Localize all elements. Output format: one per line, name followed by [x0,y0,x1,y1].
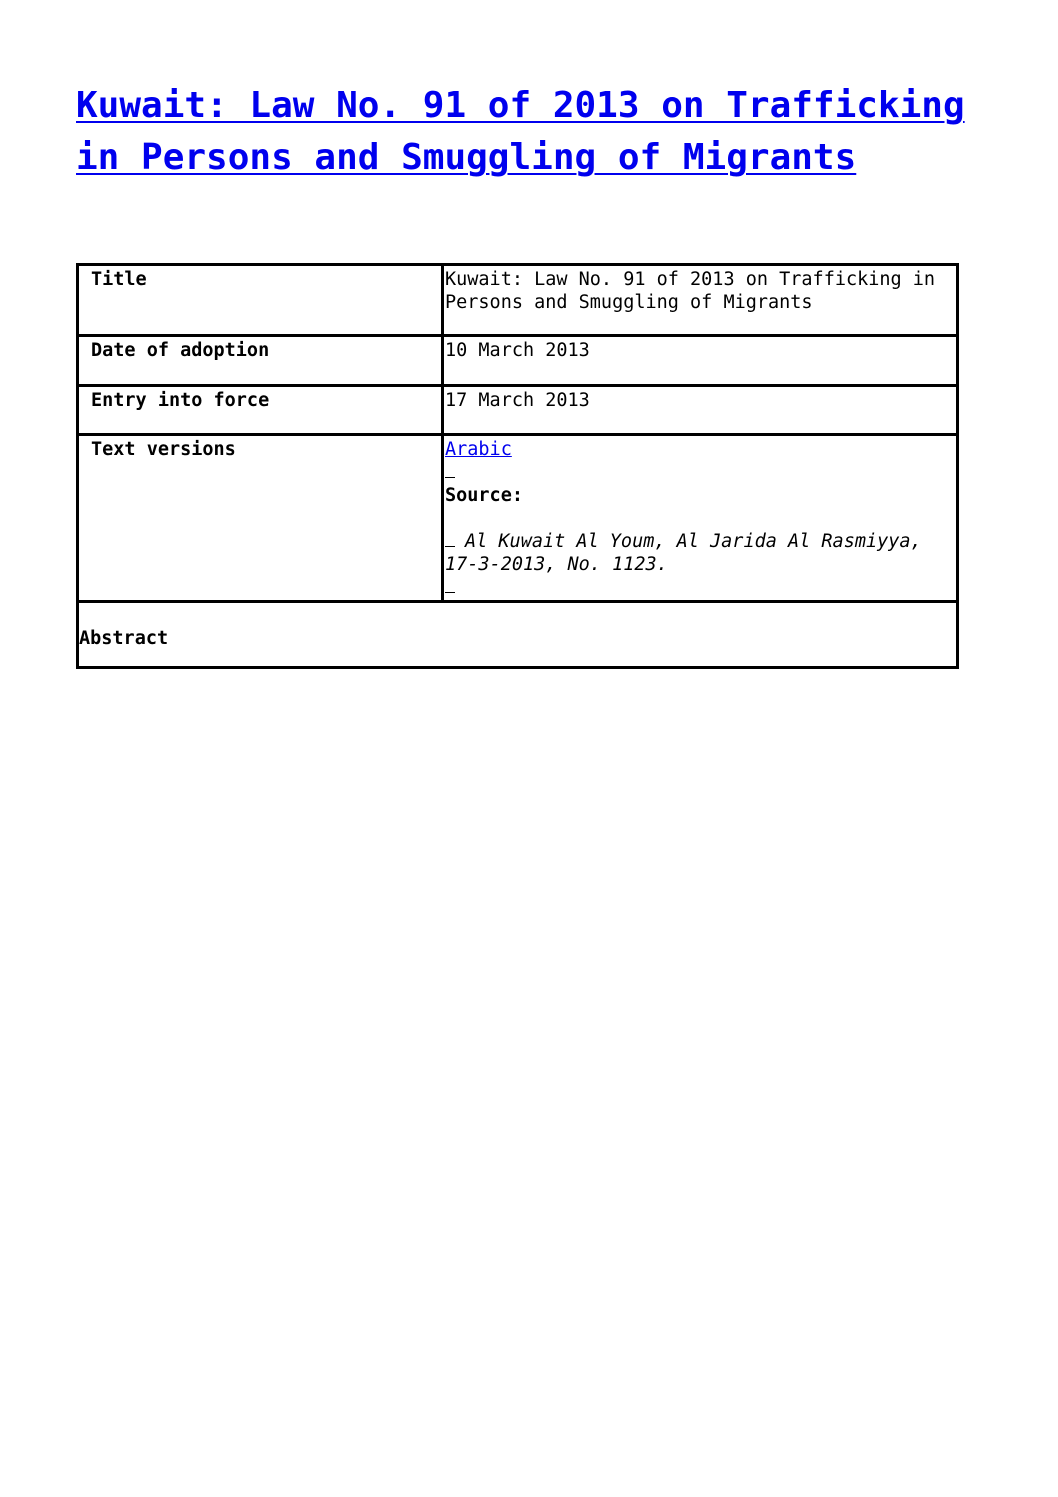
text-versions-value [443,435,958,602]
table-row-abstract [78,602,958,668]
table-row-entry-into-force [78,386,958,435]
text-versions-label: Text versions [78,435,443,602]
entry-into-force-label: Entry into force [78,386,443,435]
table-row-date [78,336,958,386]
table-row-title [78,265,958,336]
date-of-adoption-label: Date of adoption [78,336,443,386]
info-table [76,263,959,669]
source-citation: Al Kuwait Al Youm, Al Jarida Al Rasmiyya, 17-3-2013, No. 1123. [445,531,922,575]
table-row-text-versions [78,435,958,602]
entry-into-force-value: 17 March 2013 [443,386,958,435]
separator-mark [445,576,952,599]
page-title [76,80,976,184]
abstract-label: Abstract [78,602,958,668]
page-title-link[interactable]: Kuwait: Law No. 91 of 2013 on Trafficking in Persons and Smuggling of Migrants [76,85,965,178]
title-label: Title [78,265,443,336]
title-value: Kuwait: Law No. 91 of 2013 on Trafficking in Persons and Smuggling of Migrants [443,265,958,336]
separator-mark [445,461,952,484]
dash-mark [445,536,455,547]
source-label: Source: [445,485,523,506]
arabic-version-link[interactable]: Arabic [445,439,512,460]
date-of-adoption-value: 10 March 2013 [443,336,958,386]
